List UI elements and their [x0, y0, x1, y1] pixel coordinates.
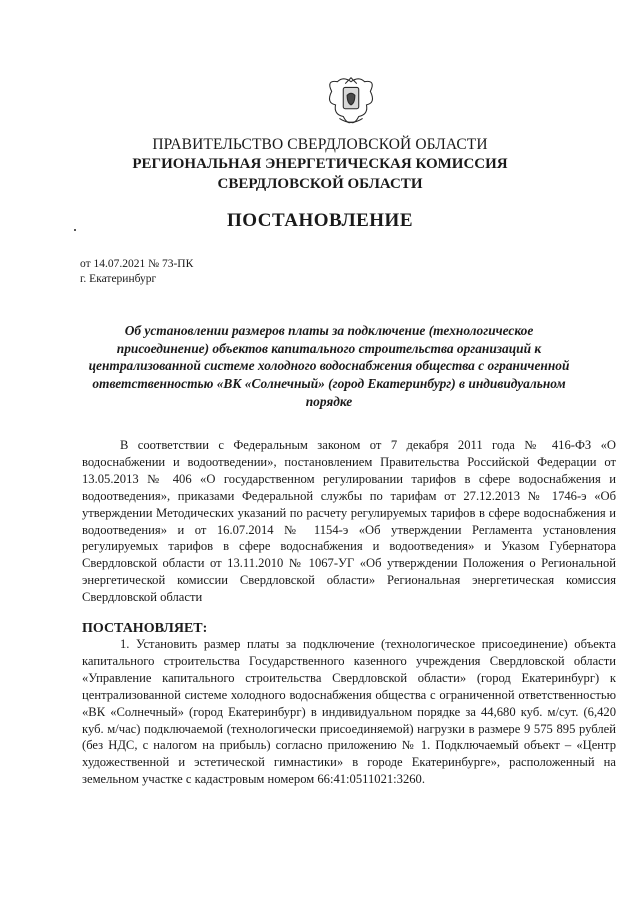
document-date-number: от 14.07.2021 № 73-ПК	[80, 258, 194, 270]
document-title: ПОСТАНОВЛЕНИЕ	[226, 210, 414, 231]
preamble-paragraph: В соответствии с Федеральным законом от 7 декабря 2011 года № 416-ФЗ «О водоснабжении и водоотведении», постановлением Правительства Российской Федерации от 13.05.2013 № 406 «О государственном регулировании тарифов в сфере водоснабжения и водоотведения», приказами Федеральной службы по тарифам от 27.12.2013 № 1746-э «Об утверждении Методических указаний по расчету регулируемых тарифов в сфере водоснабжения и водоотведения» и от 16.07.2014 № 1154-э «Об утверждении Регламента установления регулируемых тарифов в сфере водоснабжения и водоотведения» и Указом Губернатора Свердловской области от 13.11.2010 № 1067-УГ «Об утверждении Положения о Региональной энергетической комиссии Свердловской области» Региональная энергетическая комиссия Свердловской области	[82, 438, 616, 605]
commission-name-line1: РЕГИОНАЛЬНАЯ ЭНЕРГЕТИЧЕСКАЯ КОМИССИЯ	[132, 156, 508, 172]
document-subject: Об установлении размеров платы за подключение (технологическое присоединение) объектов капитального строительства организаций к централизованной системе холодного водоснабжения общества с ограниченной ответственностью «ВК «Солнечный» (город Екатеринбург) в индивидуальном порядке	[88, 323, 570, 409]
government-name: ПРАВИТЕЛЬСТВО СВЕРДЛОВСКОЙ ОБЛАСТИ	[152, 136, 488, 153]
item-1-paragraph: 1. Установить размер платы за подключение (технологическое присоединение) объекта капитального строительства Государственного казенного учреждения Свердловской области «Управление капитального строительства Свердловской области» (город Екатеринбург) к централизованной системе холодного водоснабжения общества с ограниченной ответственностью «ВК «Солнечный» (город Екатеринбург) в индивидуальном порядке за 44,680 куб. м/сут. (6,420 куб. м/час) подключаемой (технологически присоединяемой) нагрузки в размере 9 575 895 рублей (без НДС, с налогом на прибыль) согласно приложению № 1. Подключаемый объект – «Центр художественной и эстетической гимнастики» в городе Екатеринбурге», расположенный на земельном участке с кадастровым номером 66:41:0511021:3260.	[82, 637, 616, 787]
document-city: г. Екатеринбург	[80, 273, 157, 285]
commission-name-line2: СВЕРДЛОВСКОЙ ОБЛАСТИ	[217, 176, 423, 192]
coat-of-arms-icon	[322, 72, 380, 130]
resolves-heading: ПОСТАНОВЛЯЕТ:	[82, 621, 208, 636]
